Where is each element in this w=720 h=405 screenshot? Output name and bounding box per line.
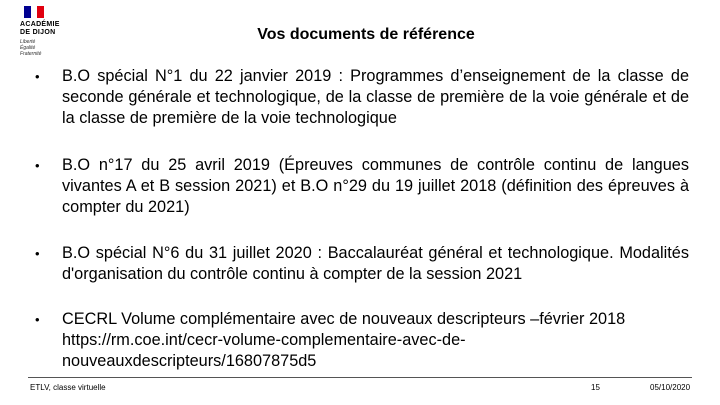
list-item xyxy=(33,155,689,218)
page-number: 15 xyxy=(591,383,600,392)
footer-label: ETLV, classe virtuelle xyxy=(30,383,106,392)
list-item xyxy=(33,309,689,372)
bullet-icon: • xyxy=(35,158,40,173)
logo-line-2: DE DIJON xyxy=(20,29,56,36)
motto-fraternite: Fraternité xyxy=(20,51,42,57)
bullet-icon: • xyxy=(35,246,40,261)
bullet-icon: • xyxy=(35,312,40,327)
bullet-text: CECRL Volume complémentaire avec de nouveaux descripteurs –février 2018 https://rm.coe.int/cecr-volume-complementaire-avec-de-nouveauxdescripteurs/16807875d5 xyxy=(62,310,626,370)
logo-line-1: ACADÉMIE xyxy=(20,21,60,28)
footer-date: 05/10/2020 xyxy=(650,383,691,392)
list-item xyxy=(33,66,689,129)
flag-icon xyxy=(24,6,44,18)
motto-liberte: Liberté xyxy=(20,39,36,45)
bullet-icon: • xyxy=(35,69,40,84)
bullet-text: B.O spécial N°1 du 22 janvier 2019 : Programmes d’enseignement de la classe de seconde générale et technologique, de la classe de première de la voie générale et de la classe de première de la voie technologique xyxy=(62,67,689,127)
flag-red-stripe xyxy=(37,6,44,18)
motto-egalite: Égalité xyxy=(20,45,36,51)
bullet-text: B.O n°17 du 25 avril 2019 (Épreuves communes de contrôle continu de langues vivantes A et B session 2021) et B.O n°29 du 19 juillet 2018 (définition des épreuves à compter du 2021) xyxy=(62,156,689,216)
flag-white-stripe xyxy=(31,6,38,18)
slide-title: Vos documents de référence xyxy=(257,26,475,43)
bullet-text: B.O spécial N°6 du 31 juillet 2020 : Baccalauréat général et technologique. Modalités d'organisation du contrôle continu à compter de la session 2021 xyxy=(62,244,689,283)
footer-divider xyxy=(28,377,692,378)
flag-blue-stripe xyxy=(24,6,31,18)
list-item xyxy=(33,243,689,285)
